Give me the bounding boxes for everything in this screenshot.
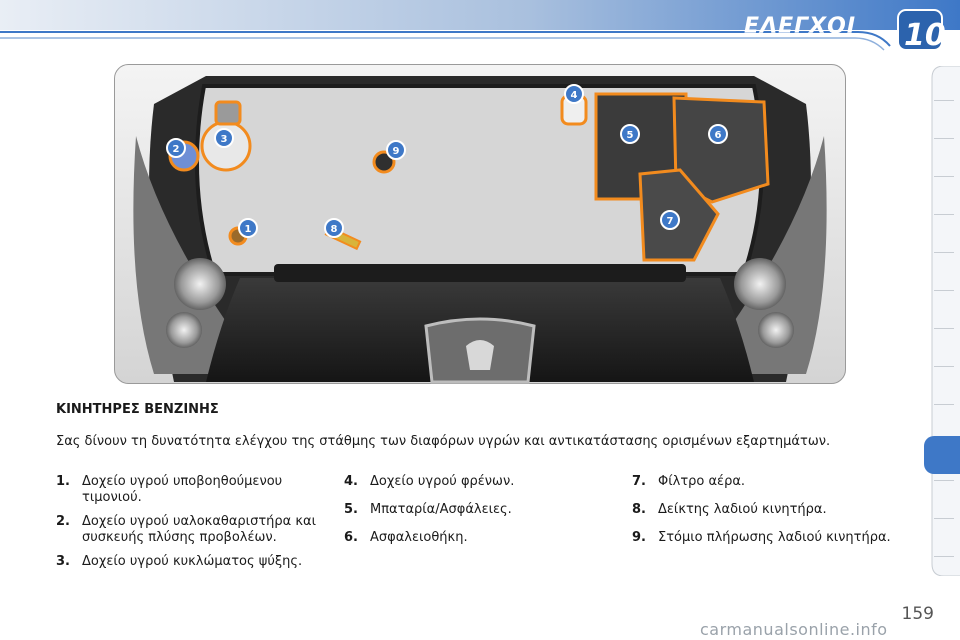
tab-divider: [934, 556, 954, 557]
item-text: Δοχείο υγρού φρένων.: [370, 474, 515, 489]
tabs-outline: [926, 66, 960, 576]
callout-4-label: 4: [570, 90, 578, 101]
item-number: 5.: [344, 502, 358, 517]
tab-divider: [934, 366, 954, 367]
tab-divider: [934, 480, 954, 481]
list-item: [632, 502, 912, 518]
item-number: 7.: [632, 474, 646, 489]
list-item: [344, 474, 604, 490]
callout-2-label: 2: [172, 144, 180, 155]
item-number: 4.: [344, 474, 358, 489]
engine-bay-drawing: [114, 64, 846, 384]
active-chapter-tab[interactable]: [924, 436, 960, 474]
item-text: Δοχείο υγρού υαλοκαθαριστήρα και συσκευής πλύσης προβολέων.: [82, 514, 316, 545]
list-item: [56, 514, 336, 546]
page-number: 159: [901, 604, 934, 624]
item-number: 6.: [344, 530, 358, 545]
tab-divider: [934, 252, 954, 253]
section-title: ΚΙΝΗΤΗΡΕΣ ΒΕΝΖΙΝΗΣ: [56, 402, 219, 417]
item-text: Δοχείο υγρού υποβοηθούμενου τιμονιού.: [82, 474, 283, 505]
item-text: Μπαταρία/Ασφάλειες.: [370, 502, 512, 517]
tab-divider: [934, 138, 954, 139]
tab-divider: [934, 518, 954, 519]
list-item: [56, 474, 316, 506]
callout-8-label: 8: [330, 224, 338, 235]
list-item: [56, 554, 336, 570]
engine-bay-illustration: [114, 64, 846, 384]
section-intro: Σας δίνουν τη δυνατότητα ελέγχου της στάθμης των διαφόρων υγρών και αντικατάστασης ορισμένων εξαρτημάτων.: [56, 434, 831, 449]
tab-divider: [934, 100, 954, 101]
item-number: 9.: [632, 530, 646, 545]
item-text: Φίλτρο αέρα.: [658, 474, 746, 489]
callout-9-label: 9: [392, 146, 400, 157]
callout-3-label: 3: [220, 134, 228, 145]
item-text: Ασφαλειοθήκη.: [370, 530, 468, 545]
chapter-number: 10: [904, 18, 946, 53]
item-text: Δοχείο υγρού κυκλώματος ψύξης.: [82, 554, 303, 569]
tab-divider: [934, 214, 954, 215]
item-number: 3.: [56, 554, 70, 569]
tab-divider: [934, 290, 954, 291]
tab-divider: [934, 176, 954, 177]
list-item: [344, 530, 604, 546]
list-item: [632, 530, 922, 546]
item-number: 1.: [56, 474, 70, 489]
item-number: 2.: [56, 514, 70, 529]
item-text: Δείκτης λαδιού κινητήρα.: [658, 502, 827, 517]
item-number: 8.: [632, 502, 646, 517]
chapter-tabs: [926, 66, 960, 576]
callout-6-label: 6: [714, 130, 722, 141]
tab-divider: [934, 404, 954, 405]
tab-divider: [934, 328, 954, 329]
chapter-title: ΕΛΕΓΧΟΙ: [744, 14, 856, 39]
list-item: [632, 474, 912, 490]
item-text: Στόμιο πλήρωσης λαδιού κινητήρα.: [658, 530, 891, 545]
watermark: carmanualsonline.info: [700, 620, 888, 639]
callout-7-label: 7: [666, 216, 674, 227]
callout-1-label: 1: [244, 224, 252, 235]
list-item: [344, 502, 604, 518]
callout-5-label: 5: [626, 130, 634, 141]
chapter-header: [0, 0, 960, 52]
